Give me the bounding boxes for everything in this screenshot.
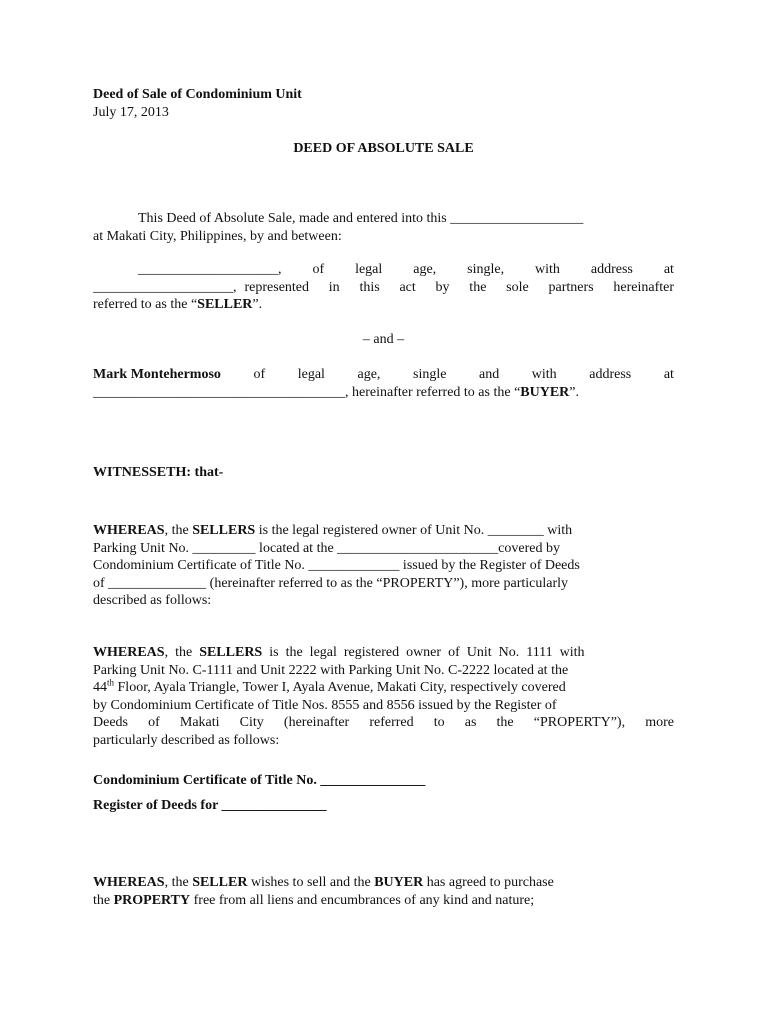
intro-date-blank: ___________________ [450,211,584,226]
seller-name-blank: ____________________, [138,262,282,277]
buyer-role: BUYER [520,384,570,400]
buyer-word: age, [357,367,381,382]
buyer-word: address [589,367,632,382]
buyer-line-1 [93,366,674,384]
whereas3-text-c: has agreed to purchase [426,875,554,890]
whereas1-text-b: is the legal registered owner of Unit No. ________ with [258,523,573,538]
whereas3-text-d: the [93,892,111,908]
whereas2-line-4: by Condominium Certificate of Title Nos. 8555 and 8556 issued by the Register of [93,697,557,713]
whereas1-line-4: of ______________ (hereinafter referred to as the “PROPERTY”), more particularly [93,575,569,591]
whereas-keyword: WHEREAS [93,875,165,890]
floor-number: 44 [93,680,107,695]
floor-ordinal: th [107,677,115,688]
intro-text-b: at Makati City, Philippines, by and between: [93,228,342,244]
seller-ref-end: ”. [252,297,263,312]
intro-paragraph [93,210,674,245]
whereas-keyword: WHEREAS [93,523,165,538]
whereas3-text-e: free from all liens and encumbrances of any kind and nature; [193,892,535,908]
whereas2-text-b: is the legal registered owner of Unit No. 1111 with [269,645,585,660]
seller-address-blank: ____________________, [93,279,237,295]
buyer-name: Mark Montehermoso [93,367,221,382]
buyer-keyword: BUYER [374,875,424,890]
whereas3-text-a: , the [164,875,189,890]
seller-word: address [590,262,633,277]
sellers-keyword: SELLERS [192,523,256,538]
buyer-word: with [531,367,557,382]
sellers-keyword: SELLERS [199,645,263,660]
seller-paragraph [93,261,674,314]
seller-word: legal [355,262,383,277]
document-date: July 17, 2013 [93,105,169,120]
seller-word: single, [467,262,505,277]
seller-word: age, [413,262,437,277]
buyer-word: legal [297,367,325,382]
witnesseth-heading: WITNESSETH: that- [93,465,224,480]
cct-field-label: Condominium Certificate of Title No. _______________ [93,773,426,788]
buyer-paragraph [93,366,674,401]
seller-line-2 [93,279,674,297]
seller-keyword: SELLER [192,875,248,890]
seller-line-3 [93,296,674,314]
whereas2-line-5: Deeds of Makati City (hereinafter referred to as the “PROPERTY”), more [93,715,674,730]
whereas2-line-3-rest: Floor, Ayala Triangle, Tower I, Ayala Avenue, Makati City, respectively covered [114,680,566,695]
document-header-title: Deed of Sale of Condominium Unit [93,87,302,102]
buyer-ref-end: ”. [569,384,580,400]
whereas3-text-b: wishes to sell and the [250,875,371,890]
intro-text-a: This Deed of Absolute Sale, made and entered into this [138,211,447,226]
seller-ref-text: referred to as the “ [93,297,198,312]
buyer-word: and [479,367,500,382]
whereas2-line-2: Parking Unit No. C-1111 and Unit 2222 with Parking Unit No. C-2222 located at the [93,662,569,678]
buyer-ref-text: hereinafter referred to as the “ [352,384,521,400]
whereas-paragraph-3 [93,874,674,909]
buyer-address-blank: ____________________________________, [93,384,349,400]
whereas-keyword: WHEREAS [93,645,165,660]
property-keyword: PROPERTY [113,892,191,908]
seller-line-1 [93,261,674,279]
seller-represented-text: represented in this act by the sole partners hereinafter [244,279,674,295]
seller-word: with [535,262,560,277]
whereas1-line-3: Condominium Certificate of Title No. _____________ issued by the Register of Deeds [93,558,580,573]
deed-title: DEED OF ABSOLUTE SALE [293,141,474,156]
seller-role: SELLER [197,297,253,312]
seller-word: at [663,262,674,277]
whereas1-line-5: described as follows: [93,593,212,608]
whereas2-line-6: particularly described as follows: [93,732,280,748]
seller-word: of [312,262,325,277]
buyer-line-2 [93,384,674,402]
whereas2-line-3 [93,679,674,697]
register-of-deeds-field-label: Register of Deeds for _______________ [93,798,327,813]
and-separator: – and – [362,332,405,347]
buyer-word: of [253,367,266,382]
buyer-word: at [663,367,674,382]
buyer-word: single [413,367,447,382]
whereas2-text-a: , the [164,645,193,660]
whereas-paragraph-2 [93,644,674,749]
whereas1-line-2: Parking Unit No. _________ located at the _______________________covered by [93,540,560,556]
whereas1-text-a: , the [164,523,189,538]
whereas-paragraph-1 [93,522,674,610]
